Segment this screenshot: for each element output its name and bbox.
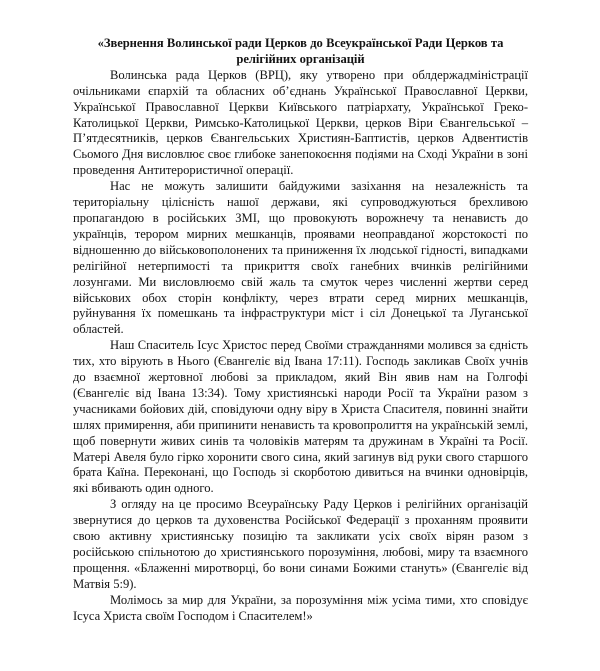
- paragraph-1: Волинська рада Церков (ВРЦ), яку утворено при облдержадміністрації очільниками єпархій та обласних об’єднань Української Православної Церкви, Української Православної Церкви Київського патріархату, Української Греко-Католицької Церкви, Римсько-Католицької Церкви, церков Віри Євангельської – П’ятдесятників, церков Євангельських Християн-Баптистів, церков Адвентистів Сьомого Дня висловлює своє глибоке занепокоєння подіями на Сході України в зоні проведення Антитерористичної операції.: [73, 67, 528, 178]
- paragraph-5: Молімось за мир для України, за порозуміння між усіма тими, хто сповідує Ісуса Христа своїм Господом і Спасителем!»: [73, 592, 528, 623]
- document-title: «Звернення Волинської ради Церков до Всеукраїнської Ради Церков та релігійних організацій: [97, 36, 504, 66]
- paragraph-2: Нас не можуть залишити байдужими зазіхання на незалежність та територіальну цілісність нашої держави, які супроводжуються брехливою пропагандою в російських ЗМІ, що провокують ворожнечу та ненависть до українців, терором мирних мешканців, проявами неоправданої жорстокості по відношенню до військовополонених та приниження їх людської гідності, випадками релігійної нетерпимості та прикриття своїх ганебних вчинків релігійними лозунгами. Ми висловлюємо свій жаль та смуток через численні жертви серед військових обох сторін конфлікту, через втрати серед мирних мешканців, руйнування їх помешкань та інфраструктури міст і сіл Донецької та Луганської областей.: [73, 179, 528, 337]
- paragraph-4: З огляду на це просимо Всеураїнську Раду Церков і релігійних організацій звернутися до церков та духовенства Російської Федерації з проханням проявити свою активну християнську позицію та закликати усіх своїх вірян разом з російською спільнотою до християнського порозуміння, любові, миру та взаємного прощення. «Блаженні миротворці, бо вони синами Божими стануть» (Євангеліє від Матвія 5:9).: [73, 497, 528, 591]
- paragraph-3: Наш Спаситель Ісус Христос перед Своїми стражданнями молився за єдність тих, хто вірують в Нього (Євангеліє від Івана 17:11). Господь закликав Своїх учнів до взаємної жертовної любові за прикладом, який Він явив нам на Голгофі (Євангеліє від Івана 13:34). Тому християнські народи Росії та України разом з учасниками бойових дій, сповідуючи одну віру в Христа Спасителя, повинні знайти шлях примирення, аби припинити ненависть та кровопролиття на українській землі, щоб повернути живих синів та чоловіків матерям та дружинам в Україні та Росії. Матері Авеля було гірко хоронити свого сина, який загинув від руки свого старшого брата Каїна. Переконані, що Господь зі скорботою дивиться на вчинки одновірців, які вбивають один одного.: [73, 338, 528, 496]
